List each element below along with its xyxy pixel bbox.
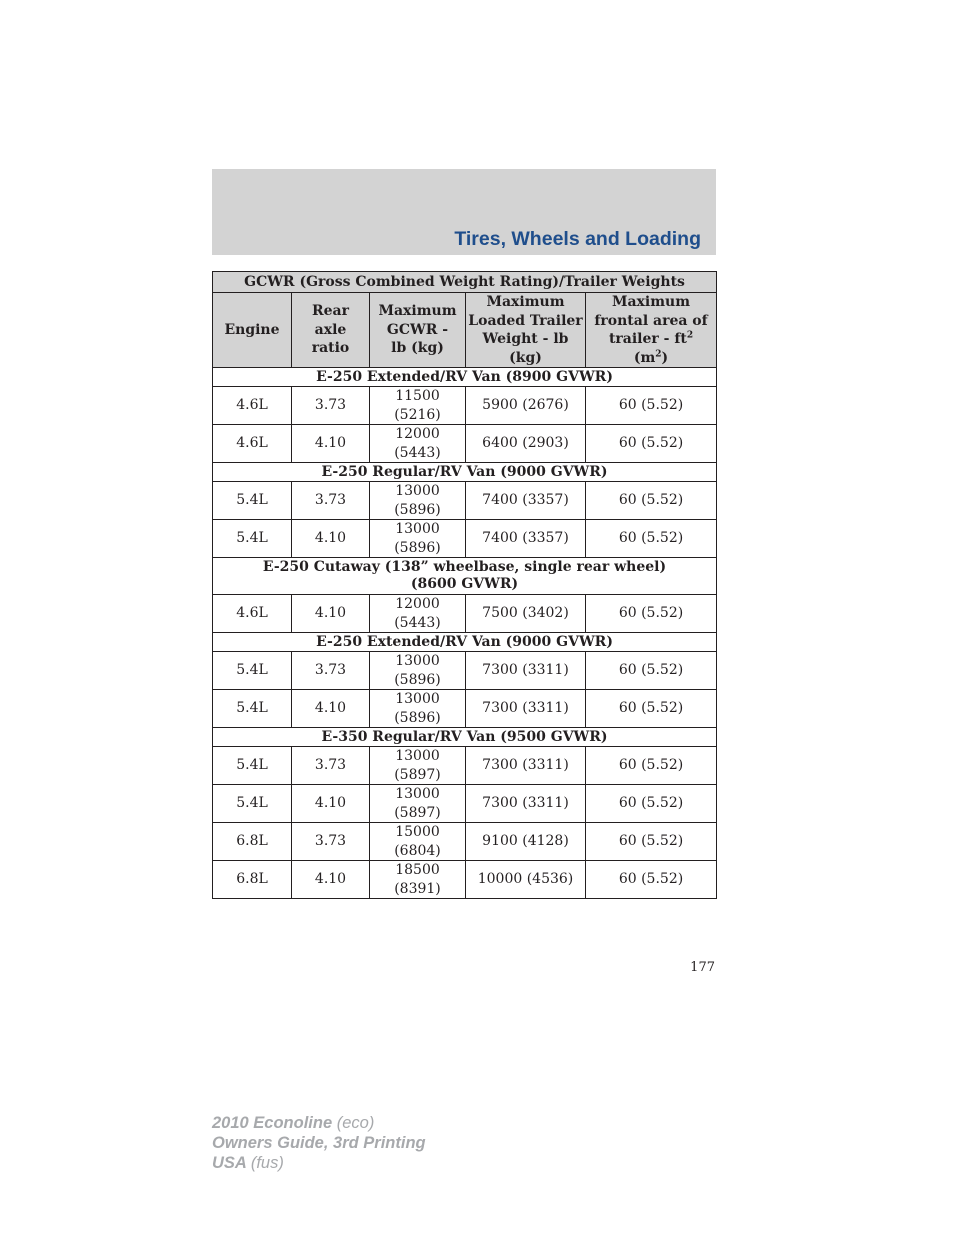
table-title-row (213, 272, 717, 293)
table-row (213, 652, 717, 690)
gcwr-cell (370, 747, 466, 785)
column-header-row (213, 293, 717, 368)
gcwr-cell (370, 690, 466, 728)
gcwr-kg: (6804) (394, 842, 441, 859)
gcwr-lb: 13000 (395, 483, 440, 499)
table-row (213, 482, 717, 520)
trailer-weight-cell: 7300 (3311) (466, 785, 586, 823)
gcwr-lb: 18500 (395, 862, 440, 878)
document-footer (212, 1113, 426, 1173)
footer-market: USA (212, 1154, 247, 1172)
engine-cell: 5.4L (213, 785, 292, 823)
frontal-area-label: Maximum frontal area of trailer - ft (594, 294, 708, 347)
gcwr-kg: (5896) (394, 709, 441, 726)
gcwr-cell (370, 652, 466, 690)
gcwr-lb: 13000 (395, 691, 440, 707)
trailer-weight-cell: 7300 (3311) (466, 690, 586, 728)
engine-cell: 4.6L (213, 425, 292, 463)
section-title: E-250 Extended/RV Van (8900 GVWR) (213, 368, 717, 387)
column-header-max-frontal-area (586, 293, 717, 368)
engine-cell: 5.4L (213, 652, 292, 690)
ratio-cell: 3.73 (292, 482, 370, 520)
frontal-area-cell: 60 (5.52) (586, 595, 717, 633)
engine-cell: 5.4L (213, 690, 292, 728)
ratio-cell: 3.73 (292, 652, 370, 690)
footer-model: 2010 Econoline (212, 1114, 333, 1132)
frontal-area-cell: 60 (5.52) (586, 387, 717, 425)
ratio-cell: 4.10 (292, 425, 370, 463)
table-row (213, 387, 717, 425)
trailer-weight-cell: 6400 (2903) (466, 425, 586, 463)
table-row (213, 520, 717, 558)
section-title: E-250 Cutaway (138” wheelbase, single rear wheel) (8600 GVWR) (213, 558, 717, 595)
gcwr-cell (370, 520, 466, 558)
column-header-max-gcwr: Maximum GCWR - lb (kg) (370, 293, 466, 368)
page-number: 177 (690, 960, 715, 975)
section-row (213, 728, 717, 747)
gcwr-lb: 12000 (395, 426, 440, 442)
footer-guide: Owners Guide, 3rd Printing (212, 1134, 426, 1152)
engine-cell: 5.4L (213, 482, 292, 520)
frontal-area-unit-close: ) (661, 349, 669, 366)
frontal-area-cell: 60 (5.52) (586, 861, 717, 899)
gcwr-lb: 12000 (395, 596, 440, 612)
column-header-engine: Engine (213, 293, 292, 368)
gcwr-cell (370, 595, 466, 633)
gcwr-kg: (5216) (394, 406, 441, 423)
table-row (213, 785, 717, 823)
table-row (213, 823, 717, 861)
section-row (213, 558, 717, 595)
section-title: E-250 Extended/RV Van (9000 GVWR) (213, 633, 717, 652)
ratio-cell: 4.10 (292, 785, 370, 823)
section-header-band (212, 169, 716, 255)
trailer-weight-cell: 9100 (4128) (466, 823, 586, 861)
frontal-area-cell: 60 (5.52) (586, 785, 717, 823)
footer-market-code: (fus) (250, 1154, 284, 1172)
gcwr-lb: 13000 (395, 748, 440, 764)
column-header-max-trailer-weight: Maximum Loaded Trailer Weight - lb (kg) (466, 293, 586, 368)
trailer-weight-cell: 7300 (3311) (466, 747, 586, 785)
ratio-cell: 4.10 (292, 595, 370, 633)
gcwr-lb: 13000 (395, 653, 440, 669)
gcwr-kg: (5896) (394, 501, 441, 518)
ratio-cell: 3.73 (292, 387, 370, 425)
table-row (213, 690, 717, 728)
table-row (213, 425, 717, 463)
frontal-area-cell: 60 (5.52) (586, 823, 717, 861)
gcwr-cell (370, 785, 466, 823)
gcwr-trailer-weights-table (212, 271, 717, 899)
section-row (213, 633, 717, 652)
frontal-area-sup: 2 (686, 330, 694, 341)
section-title: E-250 Regular/RV Van (9000 GVWR) (213, 463, 717, 482)
engine-cell: 4.6L (213, 387, 292, 425)
gcwr-lb: 13000 (395, 786, 440, 802)
gcwr-kg: (5896) (394, 539, 441, 556)
footer-line-3 (212, 1153, 426, 1173)
footer-line-1 (212, 1113, 426, 1133)
section-title: Tires, Wheels and Loading (454, 228, 701, 250)
column-header-rear-axle-ratio: Rear axle ratio (292, 293, 370, 368)
engine-cell: 5.4L (213, 520, 292, 558)
frontal-area-cell: 60 (5.52) (586, 520, 717, 558)
gcwr-cell (370, 387, 466, 425)
gcwr-lb: 13000 (395, 521, 440, 537)
ratio-cell: 4.10 (292, 861, 370, 899)
ratio-cell: 3.73 (292, 747, 370, 785)
gcwr-kg: (5443) (394, 614, 441, 631)
ratio-cell: 3.73 (292, 823, 370, 861)
table-row (213, 747, 717, 785)
frontal-area-cell: 60 (5.52) (586, 652, 717, 690)
trailer-weight-cell: 7400 (3357) (466, 482, 586, 520)
gcwr-cell (370, 861, 466, 899)
trailer-weight-cell: 5900 (2676) (466, 387, 586, 425)
footer-line-2 (212, 1133, 426, 1153)
table-title: GCWR (Gross Combined Weight Rating)/Trailer Weights (213, 272, 717, 293)
frontal-area-cell: 60 (5.52) (586, 690, 717, 728)
trailer-weight-cell: 7300 (3311) (466, 652, 586, 690)
ratio-cell: 4.10 (292, 520, 370, 558)
frontal-area-cell: 60 (5.52) (586, 482, 717, 520)
gcwr-kg: (5896) (394, 671, 441, 688)
frontal-area-unit-open: (m (633, 349, 656, 366)
ratio-cell: 4.10 (292, 690, 370, 728)
gcwr-kg: (8391) (394, 880, 441, 897)
trailer-weight-cell: 7500 (3402) (466, 595, 586, 633)
gcwr-cell (370, 823, 466, 861)
frontal-area-unit-sup: 2 (655, 348, 662, 359)
table-row (213, 861, 717, 899)
gcwr-kg: (5443) (394, 444, 441, 461)
gcwr-kg: (5897) (394, 766, 441, 783)
engine-cell: 4.6L (213, 595, 292, 633)
gcwr-lb: 15000 (395, 824, 440, 840)
table-row (213, 595, 717, 633)
gcwr-cell (370, 425, 466, 463)
engine-cell: 5.4L (213, 747, 292, 785)
engine-cell: 6.8L (213, 823, 292, 861)
trailer-weight-cell: 10000 (4536) (466, 861, 586, 899)
gcwr-lb: 11500 (395, 388, 440, 404)
frontal-area-cell: 60 (5.52) (586, 747, 717, 785)
section-row (213, 368, 717, 387)
section-row (213, 463, 717, 482)
engine-cell: 6.8L (213, 861, 292, 899)
frontal-area-cell: 60 (5.52) (586, 425, 717, 463)
footer-model-code: (eco) (336, 1114, 375, 1132)
gcwr-kg: (5897) (394, 804, 441, 821)
gcwr-cell (370, 482, 466, 520)
section-title: E-350 Regular/RV Van (9500 GVWR) (213, 728, 717, 747)
trailer-weight-cell: 7400 (3357) (466, 520, 586, 558)
